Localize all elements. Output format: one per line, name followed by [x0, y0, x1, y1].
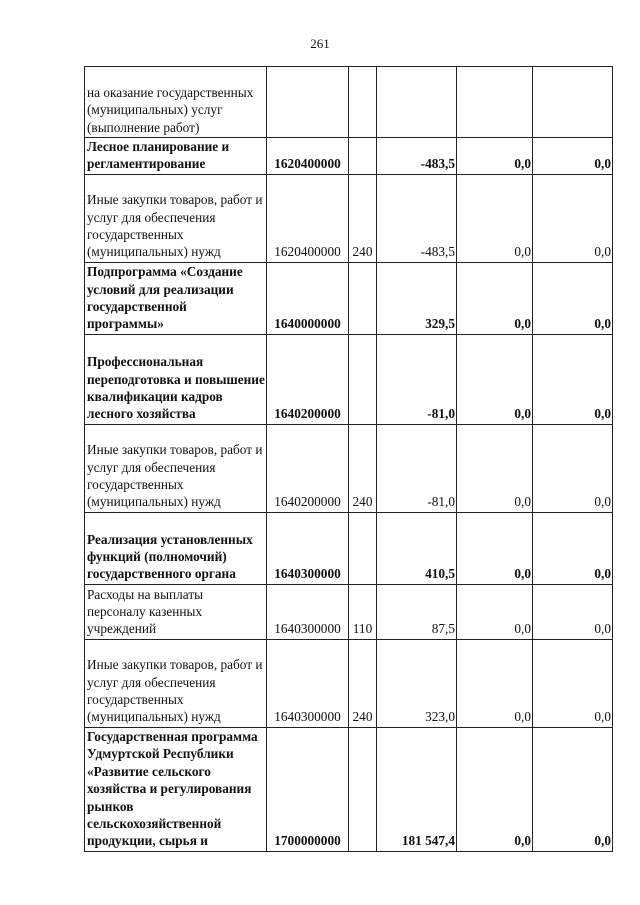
- row-amount-3: 0,0: [533, 424, 613, 512]
- row-amount-3: 0,0: [533, 174, 613, 262]
- table-row: [85, 334, 613, 424]
- row-code: 1640200000: [267, 334, 349, 424]
- row-expense-type: 240: [349, 639, 377, 727]
- table-row: [85, 512, 613, 584]
- row-amount-1: -483,5: [377, 138, 457, 175]
- row-name: Расходы на выплаты персоналу казенных учреждений: [85, 584, 267, 639]
- table-row: [85, 67, 613, 138]
- row-amount-2: [457, 67, 533, 138]
- row-amount-3: 0,0: [533, 639, 613, 727]
- row-amount-3: [533, 67, 613, 138]
- row-amount-2: 0,0: [457, 174, 533, 262]
- row-code: [267, 67, 349, 138]
- row-amount-2: 0,0: [457, 262, 533, 334]
- row-amount-1: -81,0: [377, 334, 457, 424]
- row-name: Лесное планирование и регламентирование: [85, 138, 267, 175]
- row-name: Профессиональная переподготовка и повышение квалификации кадров лесного хозяйства: [85, 334, 267, 424]
- row-expense-type: [349, 67, 377, 138]
- row-amount-3: 0,0: [533, 727, 613, 851]
- page-number: 261: [310, 36, 330, 51]
- row-name: Государственная программа Удмуртской Республики «Развитие сельского хозяйства и регулирования рынков сельскохозяйственной продукции, сырья и: [85, 727, 267, 851]
- row-expense-type: [349, 727, 377, 851]
- row-code: 1620400000: [267, 174, 349, 262]
- row-expense-type: 240: [349, 174, 377, 262]
- row-expense-type: 110: [349, 584, 377, 639]
- row-amount-2: 0,0: [457, 639, 533, 727]
- row-amount-1: 323,0: [377, 639, 457, 727]
- row-amount-3: 0,0: [533, 138, 613, 175]
- row-amount-2: 0,0: [457, 424, 533, 512]
- row-amount-2: 0,0: [457, 584, 533, 639]
- row-name: Подпрограмма «Создание условий для реализации государственной программы»: [85, 262, 267, 334]
- row-code: 1700000000: [267, 727, 349, 851]
- row-code: 1640200000: [267, 424, 349, 512]
- row-amount-2: 0,0: [457, 727, 533, 851]
- row-expense-type: [349, 334, 377, 424]
- table-row: [85, 138, 613, 175]
- row-name: Иные закупки товаров, работ и услуг для обеспечения государственных (муниципальных) нужд: [85, 424, 267, 512]
- row-amount-1: 329,5: [377, 262, 457, 334]
- row-amount-1: 87,5: [377, 584, 457, 639]
- row-amount-3: 0,0: [533, 512, 613, 584]
- row-code: 1640300000: [267, 639, 349, 727]
- table-row: [85, 727, 613, 851]
- row-amount-2: 0,0: [457, 512, 533, 584]
- table-row: [85, 584, 613, 639]
- row-expense-type: [349, 138, 377, 175]
- row-name: Реализация установленных функций (полномочий) государственного органа: [85, 512, 267, 584]
- row-amount-3: 0,0: [533, 334, 613, 424]
- row-amount-1: 181 547,4: [377, 727, 457, 851]
- table-row: [85, 262, 613, 334]
- table-row: [85, 639, 613, 727]
- row-code: 1640300000: [267, 512, 349, 584]
- row-name: Иные закупки товаров, работ и услуг для обеспечения государственных (муниципальных) нужд: [85, 174, 267, 262]
- row-amount-1: -81,0: [377, 424, 457, 512]
- row-code: 1640000000: [267, 262, 349, 334]
- row-amount-2: 0,0: [457, 138, 533, 175]
- budget-table: [84, 66, 613, 852]
- row-name: на оказание государственных (муниципальных) услуг (выполнение работ): [85, 67, 267, 138]
- row-amount-1: -483,5: [377, 174, 457, 262]
- table-row: [85, 424, 613, 512]
- row-expense-type: [349, 512, 377, 584]
- table-row: [85, 174, 613, 262]
- row-amount-3: 0,0: [533, 262, 613, 334]
- row-amount-1: 410,5: [377, 512, 457, 584]
- row-code: 1640300000: [267, 584, 349, 639]
- budget-table-body: [85, 67, 613, 852]
- row-name: Иные закупки товаров, работ и услуг для обеспечения государственных (муниципальных) нужд: [85, 639, 267, 727]
- row-amount-2: 0,0: [457, 334, 533, 424]
- row-amount-3: 0,0: [533, 584, 613, 639]
- row-expense-type: [349, 262, 377, 334]
- row-code: 1620400000: [267, 138, 349, 175]
- row-amount-1: [377, 67, 457, 138]
- row-expense-type: 240: [349, 424, 377, 512]
